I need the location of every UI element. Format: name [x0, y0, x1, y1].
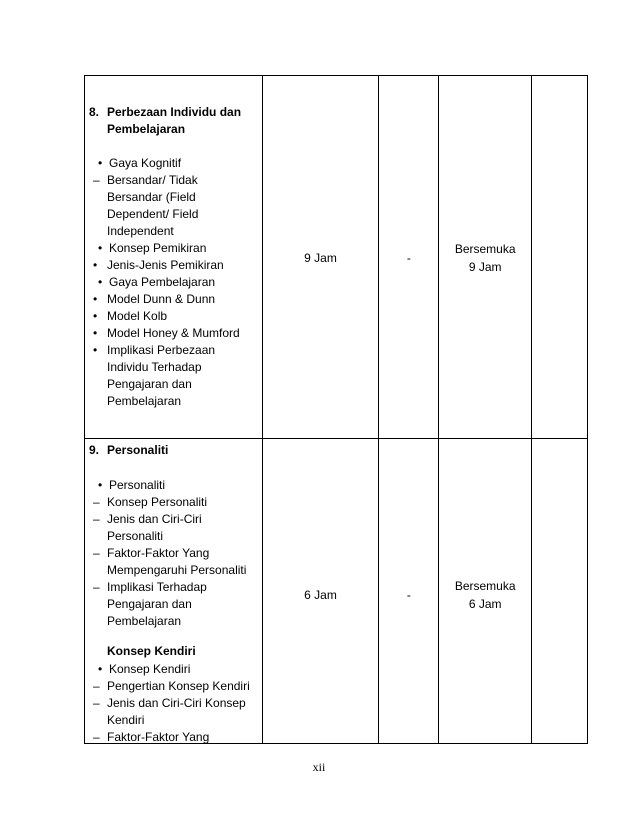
list-item	[85, 695, 263, 729]
dash-icon: –	[93, 679, 100, 693]
list-item	[85, 257, 263, 274]
list-item-text: Faktor-Faktor Yang	[107, 730, 210, 744]
dash-icon: –	[93, 173, 100, 187]
col3-cell	[379, 439, 439, 743]
list-item	[85, 494, 263, 511]
list-item	[85, 477, 263, 494]
list-item-text: Faktor-Faktor Yang Mempengaruhi Personaliti	[107, 546, 247, 577]
bullet-icon: •	[98, 662, 103, 676]
list-item-text: Pengertian Konsep Kendiri	[107, 679, 250, 693]
list-item-text: Model Honey & Mumford	[107, 326, 240, 340]
dash-icon: –	[93, 495, 100, 509]
list-item	[85, 155, 263, 172]
list-item-text: Jenis dan Ciri-Ciri Konsep Kendiri	[107, 696, 246, 727]
topic-cell	[85, 76, 263, 438]
list-item	[85, 545, 263, 579]
hours-value: 6 Jam	[304, 588, 337, 602]
list-item-text: Konsep Pemikiran	[109, 241, 207, 255]
mode-cell	[439, 439, 532, 743]
mode-label: Bersemuka	[454, 579, 516, 593]
subtopic-list	[85, 661, 263, 746]
dash-icon: –	[93, 730, 100, 744]
bullet-icon: •	[93, 258, 98, 272]
list-item	[85, 729, 263, 746]
dash-icon: –	[93, 696, 100, 710]
topic-number: 8.	[89, 105, 100, 119]
hours-value: 9 Jam	[304, 251, 337, 265]
list-item	[85, 291, 263, 308]
page-number: xii	[312, 760, 326, 774]
col3-value: -	[406, 251, 411, 265]
subtopic-list	[85, 155, 263, 410]
list-item	[85, 511, 263, 545]
list-item	[85, 325, 263, 342]
list-item	[85, 240, 263, 257]
list-item-text: Personaliti	[109, 478, 166, 492]
mode-hours: 6 Jam	[468, 597, 502, 611]
empty-cell	[532, 439, 588, 743]
topic-title: Perbezaan Individu dan Pembelajaran	[107, 105, 242, 136]
empty-cell	[532, 76, 588, 438]
dash-icon: –	[93, 546, 100, 560]
table-row	[85, 76, 588, 439]
table-row	[85, 439, 588, 744]
mode-label: Bersemuka	[454, 242, 516, 256]
bullet-icon: •	[98, 478, 103, 492]
topic-title: Personaliti	[107, 443, 169, 457]
hours-cell	[263, 439, 380, 743]
list-item	[85, 308, 263, 325]
topic-cell	[85, 439, 263, 743]
mode-cell	[439, 76, 532, 438]
list-item	[85, 661, 263, 678]
list-item	[85, 172, 263, 240]
list-item-text: Model Kolb	[107, 309, 168, 323]
subheading: Konsep Kendiri	[107, 644, 196, 658]
list-item-text: Bersandar/ Tidak Bersandar (Field Dependent/ Field Independent	[107, 173, 199, 238]
dash-icon: –	[93, 580, 100, 594]
list-item-text: Model Dunn & Dunn	[107, 292, 216, 306]
bullet-icon: •	[93, 343, 98, 357]
topic-number: 9.	[89, 443, 100, 457]
course-table	[84, 75, 588, 744]
list-item-text: Implikasi Perbezaan Individu Terhadap Pengajaran dan Pembelajaran	[107, 343, 216, 408]
list-item-text: Gaya Kognitif	[109, 156, 182, 170]
col3-cell	[379, 76, 439, 438]
list-item	[85, 274, 263, 291]
list-item	[85, 678, 263, 695]
list-item-text: Jenis-Jenis Pemikiran	[107, 258, 224, 272]
hours-cell	[263, 76, 380, 438]
list-item	[85, 579, 263, 630]
dash-icon: –	[93, 512, 100, 526]
list-item-text: Konsep Personaliti	[107, 495, 208, 509]
bullet-icon: •	[98, 156, 103, 170]
list-item-text: Implikasi Terhadap Pengajaran dan Pembelajaran	[107, 580, 207, 628]
list-item-text: Gaya Pembelajaran	[109, 275, 216, 289]
bullet-icon: •	[93, 292, 98, 306]
bullet-icon: •	[98, 241, 103, 255]
subtopic-list	[85, 477, 263, 630]
list-item-text: Jenis dan Ciri-Ciri Personaliti	[107, 512, 202, 543]
bullet-icon: •	[98, 275, 103, 289]
col3-value: -	[406, 588, 411, 602]
mode-hours: 9 Jam	[468, 260, 502, 274]
list-item	[85, 342, 263, 410]
list-item-text: Konsep Kendiri	[109, 662, 191, 676]
bullet-icon: •	[93, 309, 98, 323]
bullet-icon: •	[93, 326, 98, 340]
